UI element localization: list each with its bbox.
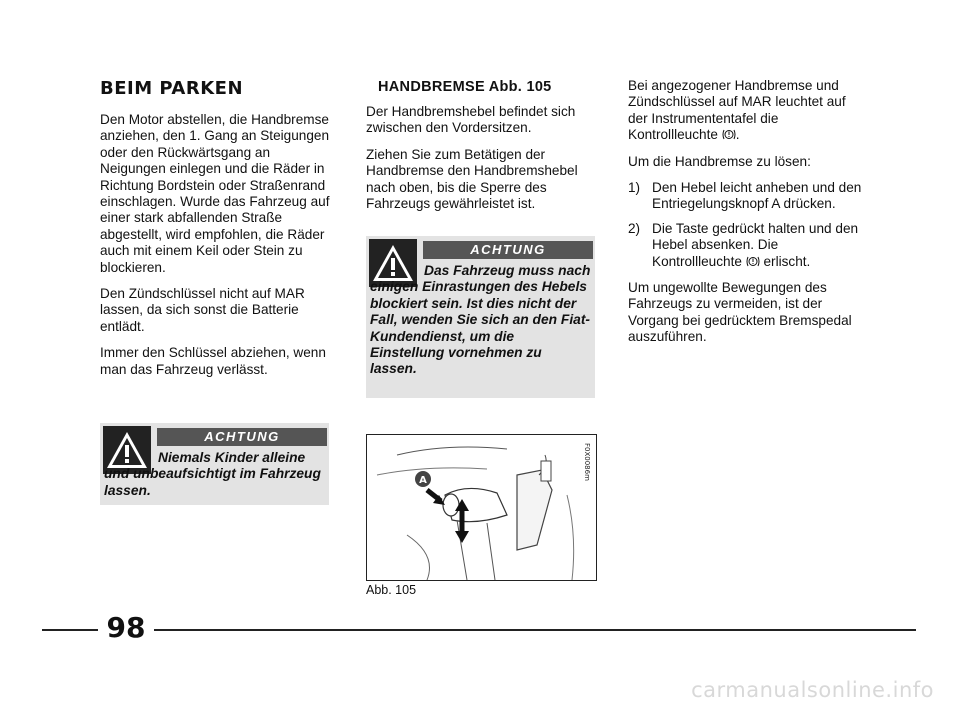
figure-handbrake: [366, 434, 597, 581]
parking-paragraph-1: Den Motor abstellen, die Handbremse anziehen, den 1. Gang an Steigungen oder den Rückwärtsgang an Neigungen einlegen und die Räder in Richtung Bordstein oder Straßenrand einschlagen. Wurde das Fahrzeug auf einer stark abfallenden Straße abgestellt, wird empfohlen, die Räder auch mit einem Keil oder Stein zu blockieren.: [100, 112, 330, 275]
handbrake-illustration: [367, 435, 596, 580]
footer-line-left: [42, 629, 98, 631]
release-intro: Um die Handbremse zu lösen:: [628, 153, 811, 169]
lamp-paragraph-end: .: [735, 127, 740, 143]
lamp-paragraph: [628, 78, 864, 144]
warning-label: ACHTUNG: [423, 241, 593, 259]
figure-code: F0X0086m: [583, 443, 591, 481]
brake-warning-lamp-icon: [722, 128, 736, 141]
brake-pedal-paragraph: Um ungewollte Bewegungen des Fahrzeugs zu vermeiden, ist der Vorgang bei gedrücktem Bremspedal auszuführen.: [628, 280, 852, 345]
left-column: [100, 78, 332, 388]
figure-marker-a: A: [419, 475, 427, 486]
lamp-paragraph-text: Bei angezogener Handbremse und Zündschlüssel auf MAR leuchtet auf der Instrumententafel die Kontrollleuchte: [628, 78, 846, 143]
page-number: 98: [106, 611, 146, 644]
step-text: Die Taste gedrückt halten und den Hebel absenken. Die Kontrollleuchte: [652, 220, 859, 269]
list-item: [628, 180, 864, 213]
watermark: carmanualsonline.info: [691, 678, 934, 702]
section-heading-parking: BEIM PARKEN: [100, 78, 244, 99]
right-column: [628, 78, 864, 356]
warning-box-handbrake: [366, 236, 595, 398]
handbrake-paragraph-2: Ziehen Sie zum Betätigen der Handbremse den Handbremshebel nach oben, bis die Sperre des Fahrzeugs gewährleistet ist.: [366, 146, 578, 212]
warning-text: [104, 450, 326, 499]
step-text: Den Hebel leicht anheben und den Entriegelungsknopf A drücken.: [652, 180, 862, 212]
middle-column: [366, 78, 596, 222]
release-steps: [628, 180, 864, 270]
warning-text-content: Das Fahrzeug muss nach einigen Einrastungen des Hebels blockiert sein. Ist dies nicht der Fall, wenden Sie sich an den Fiat-Kundendienst, um die Einstellung vornehmen zu lassen.: [370, 263, 591, 377]
handbrake-paragraph-1: Der Handbremshebel befindet sich zwischen den Vordersitzen.: [366, 104, 576, 136]
step-text-end: erlischt.: [763, 253, 811, 269]
warning-text-content: Niemals Kinder alleine und unbeaufsichtigt im Fahrzeug lassen.: [104, 450, 321, 498]
footer-line-right: [154, 629, 916, 631]
step-number: 1): [628, 180, 641, 196]
warning-box-children: [100, 423, 329, 505]
step-number: 2): [628, 220, 641, 236]
figure-caption: Abb. 105: [366, 583, 417, 597]
parking-paragraph-2: Den Zündschlüssel nicht auf MAR lassen, da sich sonst die Batterie entlädt.: [100, 286, 305, 334]
warning-label: ACHTUNG: [157, 428, 327, 446]
list-item: [628, 221, 864, 270]
section-heading-handbrake: HANDBREMSE Abb. 105: [378, 79, 552, 95]
warning-text: [370, 263, 592, 378]
brake-warning-lamp-icon: [746, 255, 760, 268]
parking-paragraph-3: Immer den Schlüssel abziehen, wenn man das Fahrzeug verlässt.: [100, 345, 326, 377]
